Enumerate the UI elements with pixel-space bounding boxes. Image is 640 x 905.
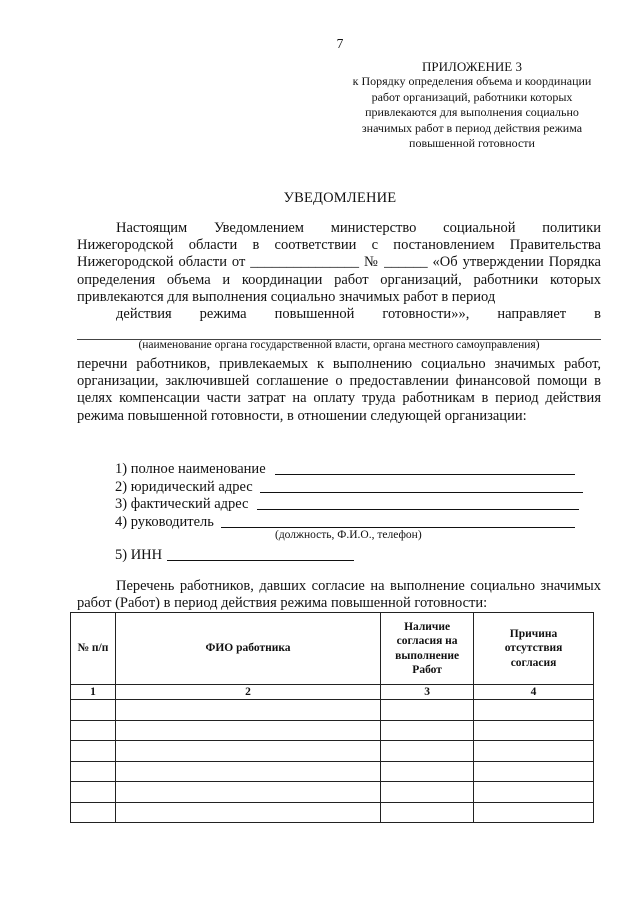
appendix-line: к Порядку определения объема и координации — [352, 74, 592, 89]
column-number: 2 — [115, 685, 380, 700]
table-cell[interactable] — [115, 741, 380, 762]
table-cell[interactable] — [381, 802, 474, 823]
page-number: 7 — [336, 36, 344, 51]
table-cell[interactable] — [71, 700, 116, 721]
actual-address-input-line[interactable] — [257, 509, 579, 510]
table-cell[interactable] — [381, 720, 474, 741]
table-cell[interactable] — [115, 761, 380, 782]
field-inn — [115, 547, 162, 565]
table-body — [71, 700, 594, 823]
full-name-input-line[interactable] — [275, 474, 575, 475]
table-cell[interactable] — [71, 720, 116, 741]
table-header-row — [71, 613, 594, 685]
field-label: 3) фактический адрес — [115, 496, 249, 512]
table-cell[interactable] — [474, 741, 594, 762]
workers-table — [70, 612, 594, 823]
intro-paragraph — [77, 220, 601, 323]
header-name: ФИО работника — [115, 613, 380, 685]
field-label: 1) полное наименование — [115, 461, 266, 477]
table-row — [71, 741, 594, 762]
column-number: 4 — [474, 685, 594, 700]
table-cell[interactable] — [115, 802, 380, 823]
table-cell[interactable] — [381, 761, 474, 782]
table-cell[interactable] — [381, 741, 474, 762]
field-full-name — [115, 461, 266, 479]
field-label: 4) руководитель — [115, 513, 214, 530]
header-consent: Наличие согласия на выполнение Работ — [381, 613, 474, 685]
intro-body: Настоящим Уведомлением министерство социальной политики Нижегородской области в соответствии с постановлением Правительства Нижегородской области от _______________ № ______ «Об утверждении Порядка определения объема и координации работ организаций, работники которых привлекаются для выполнения социально значимых работ в период — [77, 220, 601, 305]
table-cell[interactable] — [474, 782, 594, 803]
table-cell[interactable] — [71, 802, 116, 823]
table-cell[interactable] — [474, 720, 594, 741]
appendix-line: работ организаций, работники которых — [371, 89, 573, 104]
appendix-line: повышенной готовности — [409, 136, 535, 151]
field-label: 2) юридический адрес — [115, 478, 253, 495]
column-number: 3 — [381, 685, 474, 700]
table-row — [71, 700, 594, 721]
workers-intro — [77, 578, 601, 612]
head-caption: (должность, Ф.И.О., телефон) — [275, 529, 422, 541]
legal-address-input-line[interactable] — [260, 492, 583, 493]
appendix-line: значимых работ в период действия режима — [361, 120, 583, 135]
table-cell[interactable] — [381, 782, 474, 803]
table-cell[interactable] — [474, 761, 594, 782]
table-cell[interactable] — [474, 802, 594, 823]
table-cell[interactable] — [115, 720, 380, 741]
appendix-title: ПРИЛОЖЕНИЕ 3 — [422, 59, 522, 74]
intro-last-line: действия режима повышенной готовности»», направляет в — [116, 306, 601, 323]
field-actual-address — [115, 496, 249, 514]
inn-input-line[interactable] — [167, 560, 354, 561]
header-reason: Причина отсутствия согласия — [474, 613, 594, 685]
table-cell[interactable] — [381, 700, 474, 721]
table-cell[interactable] — [115, 782, 380, 803]
table-row — [71, 720, 594, 741]
workers-intro-text: Перечень работников, давших согласие на выполнение социально значимых работ (Работ) в период действия режима повышенной готовности: — [77, 578, 601, 612]
appendix-line: привлекаются для выполнения социально — [365, 105, 579, 120]
table-cell[interactable] — [71, 741, 116, 762]
authority-caption: (наименование органа государственной власти, органа местного самоуправления) — [138, 339, 540, 351]
list-paragraph: перечни работников, привлекаемых к выполнению социально значимых работ, организации, заключившей соглашение о предоставлении финансовой помощи в целях компенсации части затрат на оплату труда работникам в период действия режима повышенной готовности, в отношении следующей организации: — [77, 356, 601, 424]
table-row — [71, 802, 594, 823]
field-head — [115, 514, 214, 532]
table-row — [71, 782, 594, 803]
appendix-header — [330, 59, 614, 151]
field-label: 5) ИНН — [115, 547, 163, 563]
table-cell[interactable] — [474, 700, 594, 721]
table-cell[interactable] — [71, 782, 116, 803]
header-number: № п/п — [71, 613, 116, 685]
table-column-numbers — [71, 685, 594, 700]
table-cell[interactable] — [115, 700, 380, 721]
document-title: УВЕДОМЛЕНИЕ — [283, 190, 397, 206]
table-row — [71, 761, 594, 782]
column-number: 1 — [71, 685, 116, 700]
field-legal-address — [115, 479, 253, 497]
head-input-line[interactable] — [221, 527, 575, 528]
table-cell[interactable] — [71, 761, 116, 782]
